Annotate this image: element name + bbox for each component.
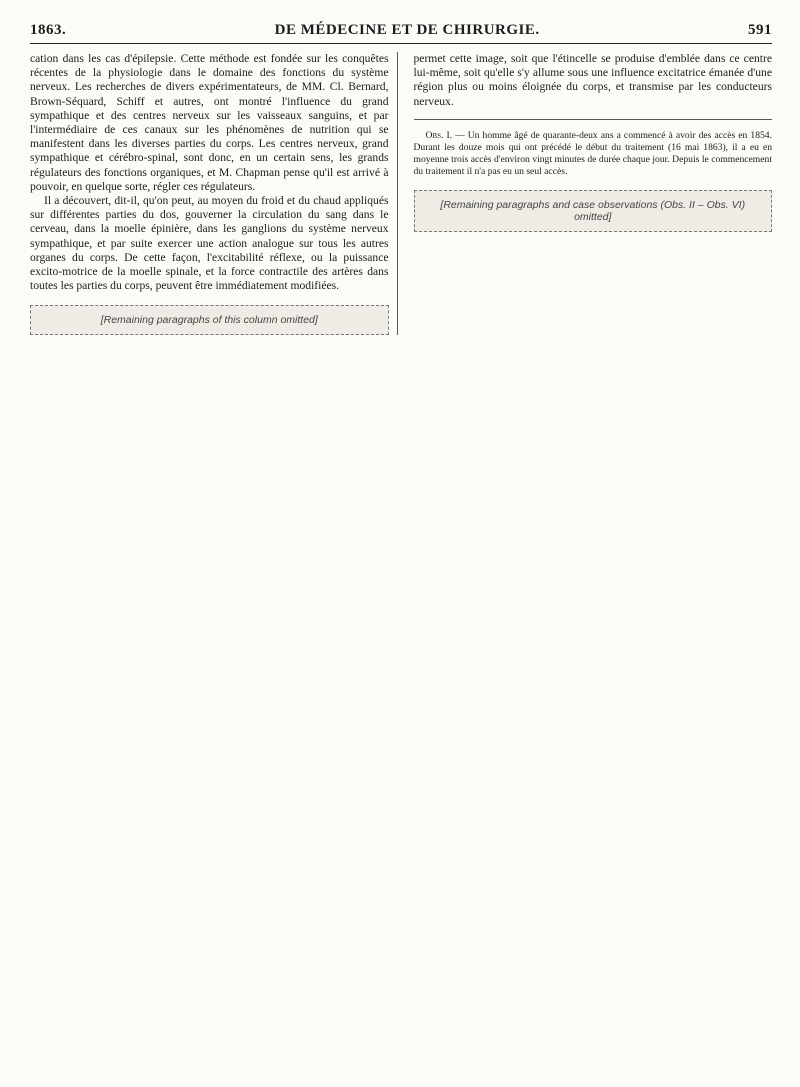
- omitted-content-placeholder: [Remaining paragraphs of this column omitted]: [30, 305, 389, 335]
- header-page-number: 591: [747, 22, 772, 38]
- observation-text: — Un homme âgé de quarante-deux ans a commencé à avoir des accès en 1854. Durant les douze mois qui ont précédé le début du traitement (16 mai 1863), il a eu en moyenne trois accès d'environ vingt minutes de durée chaque jour. Depuis le commencement du traitement il n'a pas eu un seul accès.: [413, 129, 772, 178]
- left-column: [30, 52, 398, 335]
- paragraph: cation dans les cas d'épilepsie. Cette méthode est fondée sur les conquêtes récentes de la physiologie dans le domaine des fonctions du système nerveux. Les recherches de divers expérimentateurs, de MM. Cl. Bernard, Brown-Séquard, Schiff et autres, ont montré l'influence du grand sympathique et des centres nerveux sur les vaisseaux sanguins, et par l'intermédiaire de ces canaux sur les phénomènes de nutrition qui se manifestent dans les diverses parties du corps. Les centres nerveux, grand sympathique et cérébro-spinal, sont donc, en un certain sens, les grands régulateurs des fonctions organiques, et M. Chapman pense qu'il est arrivé à pouvoir, en quelque sorte, régler ces régulateurs.: [30, 52, 389, 193]
- observation-paragraph: [414, 130, 773, 178]
- omitted-content-placeholder: [Remaining paragraphs and case observations (Obs. II – Obs. VI) omitted]: [414, 190, 773, 232]
- right-column: [414, 52, 773, 335]
- paragraph: permet cette image, soit que l'étincelle se produise d'emblée dans ce centre lui-même, soit qu'elle s'y allume sous une influence excitatrice émanée d'une région plus ou moins éloignée du corps, et transmise par les conducteurs nerveux.: [413, 52, 772, 108]
- running-head: [30, 22, 772, 44]
- header-year: 1863.: [30, 22, 67, 38]
- header-journal-title: DE MÉDECINE ET DE CHIRURGIE.: [274, 22, 540, 38]
- observation-label: Obs. I.: [425, 129, 453, 141]
- text-columns: [30, 52, 772, 335]
- section-divider: [414, 119, 773, 120]
- paragraph: Il a découvert, dit-il, qu'on peut, au moyen du froid et du chaud appliqués sur différentes parties du dos, gouverner la circulation du sang dans le cerveau, dans la moelle épinière, dans les ganglions du système nerveux sympathique, et par suite exercer une action analogue sur tous les autres organes du corps. De cette façon, l'excitabilité réflexe, ou la puissance excito-motrice de la moelle spinale, et la force contractile des artères dans toutes les parties du corps, peuvent être immédiatement modifiées.: [30, 194, 389, 293]
